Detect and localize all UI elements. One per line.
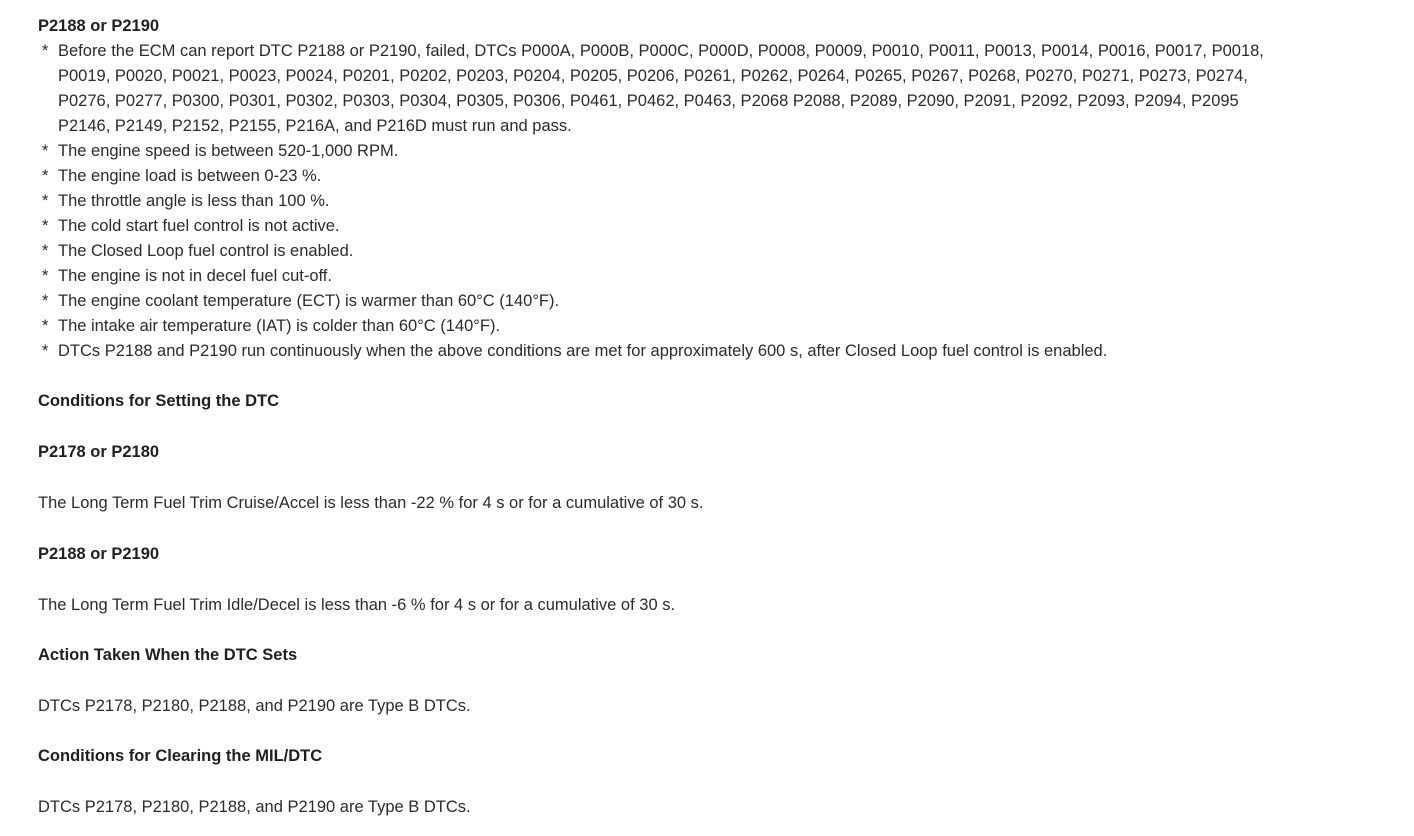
bullet-item-prerequisite-dtcs bbox=[38, 39, 1278, 139]
bullet-item-run-continuously bbox=[38, 339, 1278, 364]
bullet-text: The engine is not in decel fuel cut-off. bbox=[58, 267, 332, 285]
section-heading-setting-dtc: Conditions for Setting the DTC bbox=[38, 392, 280, 410]
bullet-marker: * bbox=[42, 217, 49, 235]
paragraph-action-type-b: DTCs P2178, P2180, P2188, and P2190 are Type B DTCs. bbox=[38, 697, 471, 715]
bullet-marker: * bbox=[42, 42, 49, 60]
bullet-marker: * bbox=[42, 142, 49, 160]
bullet-marker: * bbox=[42, 317, 49, 335]
bullet-item-throttle-angle bbox=[38, 189, 1278, 214]
bullet-text: Before the ECM can report DTC P2188 or P2190, failed, DTCs P000A, P000B, P000C, P000D, P0008, P0009, P0010, P0011, P0013, P0014, P0016, P0017, P0018, P0019, P0020, P0021, P0023, P0024, P0201, P0202, P0203, P0204, P0205, P0206, P0261, P0262, P0264, P0265, P0267, P0268, P0270, P0271, P0273, P0274, P0276, P0277, P0300, P0301, P0302, P0303, P0304, P0305, P0306, P0461, P0462, P0463, P2068 P2088, P2089, P2090, P2091, P2092, P2093, P2094, P2095 P2146, P2149, P2152, P2155, P216A, and P216D must run and pass. bbox=[58, 42, 1264, 135]
bullet-marker: * bbox=[42, 192, 49, 210]
bullet-text: The cold start fuel control is not active. bbox=[58, 217, 340, 235]
bullet-item-decel-cutoff bbox=[38, 264, 1278, 289]
paragraph-ltft-idle: The Long Term Fuel Trim Idle/Decel is less than -6 % for 4 s or for a cumulative of 30 s. bbox=[38, 596, 676, 614]
bullet-item-iat bbox=[38, 314, 1278, 339]
bullet-marker: * bbox=[42, 242, 49, 260]
paragraph-ltft-cruise: The Long Term Fuel Trim Cruise/Accel is less than -22 % for 4 s or for a cumulative of 30 s. bbox=[38, 494, 704, 512]
section-heading-clearing-mil: Conditions for Clearing the MIL/DTC bbox=[38, 747, 323, 765]
section-heading-p2188-p2190: P2188 or P2190 bbox=[38, 17, 160, 35]
bullet-item-closed-loop bbox=[38, 239, 1278, 264]
bullet-item-ect bbox=[38, 289, 1278, 314]
paragraph-clearing-type-b: DTCs P2178, P2180, P2188, and P2190 are Type B DTCs. bbox=[38, 798, 471, 816]
bullet-item-engine-speed bbox=[38, 139, 1278, 164]
bullet-marker: * bbox=[42, 292, 49, 310]
bullet-text: The throttle angle is less than 100 %. bbox=[58, 192, 330, 210]
bullet-marker: * bbox=[42, 342, 49, 360]
bullet-marker: * bbox=[42, 267, 49, 285]
enable-conditions-list bbox=[38, 39, 1278, 364]
bullet-text: DTCs P2188 and P2190 run continuously when the above conditions are met for approximately 600 s, after Closed Loop fuel control is enabled. bbox=[58, 342, 1108, 360]
bullet-marker: * bbox=[42, 167, 49, 185]
section-heading-action-taken: Action Taken When the DTC Sets bbox=[38, 646, 298, 664]
bullet-text: The engine coolant temperature (ECT) is warmer than 60°C (140°F). bbox=[58, 292, 560, 310]
bullet-text: The Closed Loop fuel control is enabled. bbox=[58, 242, 354, 260]
bullet-item-engine-load bbox=[38, 164, 1278, 189]
bullet-text: The intake air temperature (IAT) is colder than 60°C (140°F). bbox=[58, 317, 501, 335]
document-body bbox=[38, 14, 1278, 820]
bullet-text: The engine load is between 0-23 %. bbox=[58, 167, 322, 185]
subheading-p2178-p2180: P2178 or P2180 bbox=[38, 443, 160, 461]
bullet-text: The engine speed is between 520-1,000 RPM. bbox=[58, 142, 399, 160]
bullet-item-cold-start bbox=[38, 214, 1278, 239]
subheading-p2188-p2190: P2188 or P2190 bbox=[38, 545, 160, 563]
